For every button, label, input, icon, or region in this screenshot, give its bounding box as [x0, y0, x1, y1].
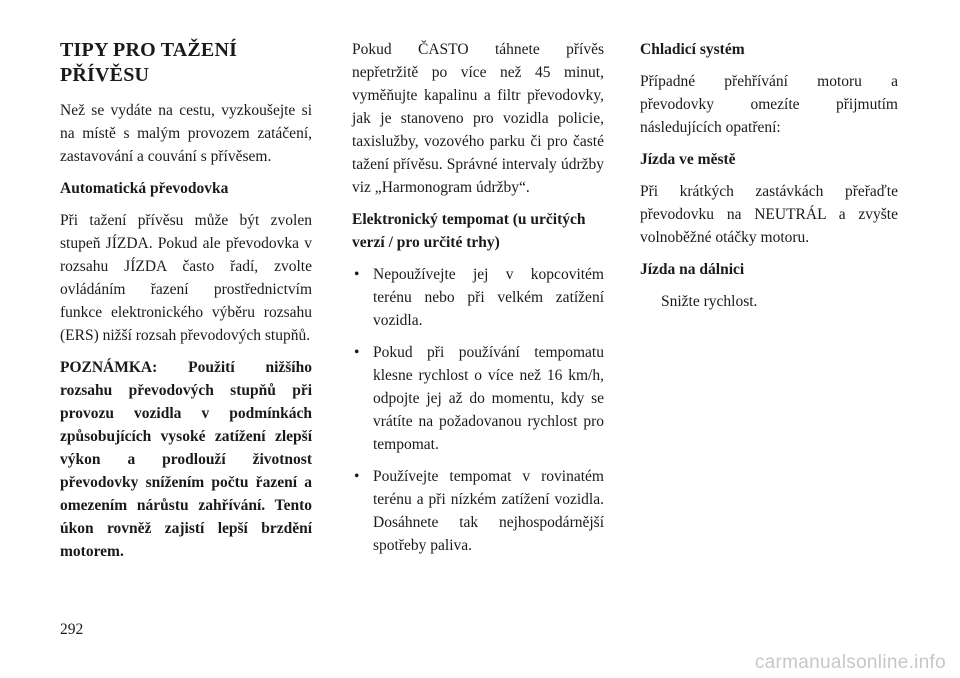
column-left	[60, 38, 312, 572]
section-title	[60, 38, 312, 88]
page-number: 292	[60, 621, 84, 638]
automatic-transmission-heading: Automatická převodovka	[60, 180, 229, 197]
watermark-text: carmanualsonline.info	[754, 652, 946, 673]
automatic-transmission-paragraph: Při tažení přívěsu může být zvolen stupeň JÍZDA. Pokud ale převodovka v rozsahu JÍZDA často řadí, zvolte ovládáním řazení prostřednictvím funkce elektronického výběru rozsahu (ERS) nižší rozsah převodových stupňů.	[60, 212, 312, 344]
city-driving-heading: Jízda ve městě	[640, 151, 736, 168]
column-middle	[352, 38, 604, 566]
list-item: • Nepoužívejte jej v kopcovitém terénu nebo při velkém zatížení vozidla.	[352, 263, 604, 332]
city-driving-paragraph: Při krátkých zastávkách přeřaďte převodovku na NEUTRÁL a zvyšte volnoběžné otáčky motoru.	[640, 183, 898, 246]
section-title-line-2: PŘÍVĚSU	[60, 64, 150, 86]
cooling-system-heading: Chladicí systém	[640, 41, 745, 58]
section-title-line-1: TIPY PRO TAŽENÍ	[60, 39, 238, 61]
intro-paragraph: Než se vydáte na cestu, vyzkoušejte si na místě s malým provozem zatáčení, zastavování a couvání s přívěsem.	[60, 102, 312, 165]
highway-driving-heading: Jízda na dálnici	[640, 261, 745, 278]
list-item: • Pokud při používání tempomatu klesne rychlost o více než 16 km/h, odpojte jej až do momentu, kdy se vrátíte na požadovanou rychlost pro tempomat.	[352, 341, 604, 456]
maintenance-paragraph: Pokud ČASTO táhnete přívěs nepřetržitě po více než 45 minut, vyměňujte kapalinu a filtr převodovky, jak je stanoveno pro vozidla policie, taxislužby, vozového parku či pro časté tažení přívěsu. Správné intervaly údržby viz „Harmonogram údržby“.	[352, 41, 604, 196]
cooling-system-paragraph: Případné přehřívání motoru a převodovky omezíte přijmutím následujících opatření:	[640, 73, 898, 136]
cruise-control-list	[352, 263, 604, 557]
column-right	[640, 38, 898, 322]
note-paragraph: POZNÁMKA: Použití nižšího rozsahu převodových stupňů při provozu vozidla v podmínkách způsobujících vysoké zatížení zlepší výkon a prodlouží životnost převodovky snížením počtu řazení a omezením nárůstu zahřívání. Tento úkon rovněž zajistí lepší brzdění motorem.	[60, 359, 312, 560]
cruise-control-heading: Elektronický tempomat (u určitých verzí / pro určité trhy)	[352, 211, 586, 251]
highway-driving-paragraph: Snižte rychlost.	[661, 293, 758, 310]
list-item: • Používejte tempomat v rovinatém terénu a při nízkém zatížení vozidla. Dosáhnete tak nejhospodárnější spotřeby paliva.	[352, 465, 604, 557]
